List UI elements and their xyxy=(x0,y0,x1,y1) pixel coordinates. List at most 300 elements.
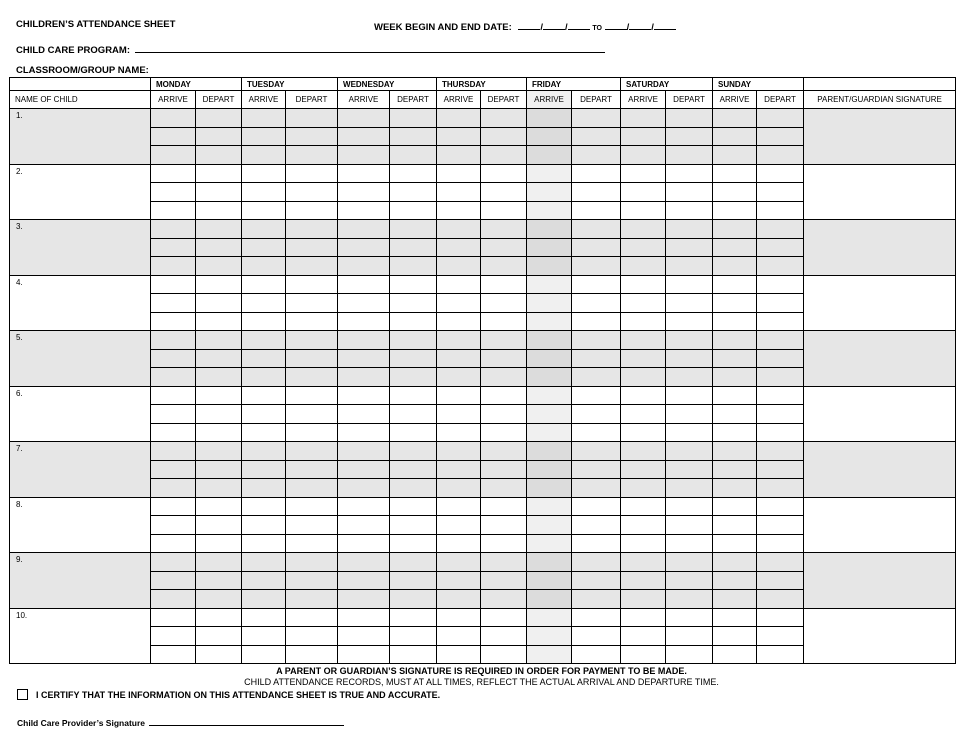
depart-time-cell[interactable] xyxy=(666,349,713,368)
depart-time-cell[interactable] xyxy=(757,608,804,627)
arrive-time-cell[interactable] xyxy=(527,146,572,165)
depart-time-cell[interactable] xyxy=(390,627,437,646)
child-name-cell[interactable] xyxy=(10,220,151,276)
depart-time-cell[interactable] xyxy=(390,386,437,405)
depart-time-cell[interactable] xyxy=(757,534,804,553)
arrive-time-cell[interactable] xyxy=(437,109,481,128)
arrive-time-cell[interactable] xyxy=(621,127,666,146)
depart-time-cell[interactable] xyxy=(390,238,437,257)
arrive-time-cell[interactable] xyxy=(338,497,390,516)
arrive-time-cell[interactable] xyxy=(242,331,286,350)
depart-time-cell[interactable] xyxy=(286,405,338,424)
depart-time-cell[interactable] xyxy=(572,109,621,128)
depart-time-cell[interactable] xyxy=(666,405,713,424)
child-name-cell[interactable] xyxy=(10,386,151,442)
arrive-time-cell[interactable] xyxy=(621,460,666,479)
arrive-time-cell[interactable] xyxy=(338,127,390,146)
depart-time-cell[interactable] xyxy=(666,312,713,331)
depart-time-cell[interactable] xyxy=(666,553,713,572)
arrive-time-cell[interactable] xyxy=(338,368,390,387)
depart-time-cell[interactable] xyxy=(666,386,713,405)
depart-time-cell[interactable] xyxy=(666,146,713,165)
depart-time-cell[interactable] xyxy=(286,201,338,220)
depart-time-cell[interactable] xyxy=(666,534,713,553)
depart-time-cell[interactable] xyxy=(196,238,242,257)
depart-time-cell[interactable] xyxy=(666,608,713,627)
depart-time-cell[interactable] xyxy=(757,349,804,368)
depart-time-cell[interactable] xyxy=(572,590,621,609)
arrive-time-cell[interactable] xyxy=(242,275,286,294)
depart-time-cell[interactable] xyxy=(286,423,338,442)
arrive-time-cell[interactable] xyxy=(338,516,390,535)
arrive-time-cell[interactable] xyxy=(151,645,196,664)
depart-time-cell[interactable] xyxy=(481,164,527,183)
depart-time-cell[interactable] xyxy=(196,127,242,146)
arrive-time-cell[interactable] xyxy=(713,590,757,609)
depart-time-cell[interactable] xyxy=(286,164,338,183)
arrive-time-cell[interactable] xyxy=(338,442,390,461)
depart-time-cell[interactable] xyxy=(666,201,713,220)
depart-time-cell[interactable] xyxy=(390,183,437,202)
arrive-time-cell[interactable] xyxy=(151,164,196,183)
arrive-time-cell[interactable] xyxy=(338,553,390,572)
arrive-time-cell[interactable] xyxy=(338,164,390,183)
depart-time-cell[interactable] xyxy=(572,275,621,294)
arrive-time-cell[interactable] xyxy=(151,220,196,239)
arrive-time-cell[interactable] xyxy=(621,608,666,627)
arrive-time-cell[interactable] xyxy=(151,534,196,553)
depart-time-cell[interactable] xyxy=(666,275,713,294)
depart-time-cell[interactable] xyxy=(390,275,437,294)
arrive-time-cell[interactable] xyxy=(713,534,757,553)
arrive-time-cell[interactable] xyxy=(338,645,390,664)
depart-time-cell[interactable] xyxy=(572,257,621,276)
arrive-time-cell[interactable] xyxy=(437,349,481,368)
depart-time-cell[interactable] xyxy=(666,590,713,609)
depart-time-cell[interactable] xyxy=(572,405,621,424)
begin-year-field[interactable] xyxy=(568,19,590,30)
arrive-time-cell[interactable] xyxy=(621,146,666,165)
depart-time-cell[interactable] xyxy=(666,220,713,239)
depart-time-cell[interactable] xyxy=(481,220,527,239)
arrive-time-cell[interactable] xyxy=(338,460,390,479)
depart-time-cell[interactable] xyxy=(666,460,713,479)
depart-time-cell[interactable] xyxy=(757,386,804,405)
arrive-time-cell[interactable] xyxy=(621,497,666,516)
depart-time-cell[interactable] xyxy=(196,386,242,405)
arrive-time-cell[interactable] xyxy=(437,571,481,590)
certify-checkbox[interactable] xyxy=(17,689,28,700)
depart-time-cell[interactable] xyxy=(196,516,242,535)
depart-time-cell[interactable] xyxy=(390,331,437,350)
arrive-time-cell[interactable] xyxy=(151,497,196,516)
depart-time-cell[interactable] xyxy=(196,590,242,609)
depart-time-cell[interactable] xyxy=(481,201,527,220)
arrive-time-cell[interactable] xyxy=(713,109,757,128)
arrive-time-cell[interactable] xyxy=(621,294,666,313)
arrive-time-cell[interactable] xyxy=(621,516,666,535)
depart-time-cell[interactable] xyxy=(286,183,338,202)
depart-time-cell[interactable] xyxy=(572,442,621,461)
depart-time-cell[interactable] xyxy=(196,460,242,479)
arrive-time-cell[interactable] xyxy=(437,423,481,442)
depart-time-cell[interactable] xyxy=(572,553,621,572)
arrive-time-cell[interactable] xyxy=(527,386,572,405)
arrive-time-cell[interactable] xyxy=(151,201,196,220)
depart-time-cell[interactable] xyxy=(481,257,527,276)
depart-time-cell[interactable] xyxy=(390,590,437,609)
depart-time-cell[interactable] xyxy=(481,497,527,516)
arrive-time-cell[interactable] xyxy=(713,571,757,590)
depart-time-cell[interactable] xyxy=(390,442,437,461)
child-name-cell[interactable] xyxy=(10,442,151,498)
arrive-time-cell[interactable] xyxy=(527,423,572,442)
depart-time-cell[interactable] xyxy=(666,257,713,276)
depart-time-cell[interactable] xyxy=(481,368,527,387)
depart-time-cell[interactable] xyxy=(481,534,527,553)
arrive-time-cell[interactable] xyxy=(338,201,390,220)
arrive-time-cell[interactable] xyxy=(527,238,572,257)
arrive-time-cell[interactable] xyxy=(242,516,286,535)
depart-time-cell[interactable] xyxy=(390,220,437,239)
depart-time-cell[interactable] xyxy=(572,183,621,202)
arrive-time-cell[interactable] xyxy=(713,349,757,368)
arrive-time-cell[interactable] xyxy=(437,368,481,387)
depart-time-cell[interactable] xyxy=(390,127,437,146)
depart-time-cell[interactable] xyxy=(481,460,527,479)
depart-time-cell[interactable] xyxy=(757,442,804,461)
arrive-time-cell[interactable] xyxy=(338,608,390,627)
depart-time-cell[interactable] xyxy=(390,479,437,498)
depart-time-cell[interactable] xyxy=(757,201,804,220)
depart-time-cell[interactable] xyxy=(390,109,437,128)
arrive-time-cell[interactable] xyxy=(713,405,757,424)
depart-time-cell[interactable] xyxy=(572,146,621,165)
depart-time-cell[interactable] xyxy=(390,608,437,627)
arrive-time-cell[interactable] xyxy=(242,164,286,183)
depart-time-cell[interactable] xyxy=(196,608,242,627)
arrive-time-cell[interactable] xyxy=(437,553,481,572)
depart-time-cell[interactable] xyxy=(286,460,338,479)
arrive-time-cell[interactable] xyxy=(437,164,481,183)
arrive-time-cell[interactable] xyxy=(338,423,390,442)
arrive-time-cell[interactable] xyxy=(713,553,757,572)
parent-signature-cell[interactable] xyxy=(804,220,956,276)
arrive-time-cell[interactable] xyxy=(713,164,757,183)
end-day-field[interactable] xyxy=(629,19,651,30)
depart-time-cell[interactable] xyxy=(757,127,804,146)
arrive-time-cell[interactable] xyxy=(338,331,390,350)
depart-time-cell[interactable] xyxy=(572,331,621,350)
arrive-time-cell[interactable] xyxy=(713,146,757,165)
arrive-time-cell[interactable] xyxy=(242,405,286,424)
depart-time-cell[interactable] xyxy=(666,497,713,516)
arrive-time-cell[interactable] xyxy=(437,127,481,146)
arrive-time-cell[interactable] xyxy=(713,386,757,405)
arrive-time-cell[interactable] xyxy=(437,257,481,276)
depart-time-cell[interactable] xyxy=(390,423,437,442)
depart-time-cell[interactable] xyxy=(286,146,338,165)
arrive-time-cell[interactable] xyxy=(242,238,286,257)
parent-signature-cell[interactable] xyxy=(804,109,956,165)
depart-time-cell[interactable] xyxy=(757,109,804,128)
arrive-time-cell[interactable] xyxy=(437,183,481,202)
arrive-time-cell[interactable] xyxy=(527,627,572,646)
child-name-cell[interactable] xyxy=(10,275,151,331)
arrive-time-cell[interactable] xyxy=(151,423,196,442)
arrive-time-cell[interactable] xyxy=(242,183,286,202)
depart-time-cell[interactable] xyxy=(481,349,527,368)
depart-time-cell[interactable] xyxy=(666,423,713,442)
arrive-time-cell[interactable] xyxy=(713,497,757,516)
arrive-time-cell[interactable] xyxy=(242,294,286,313)
arrive-time-cell[interactable] xyxy=(713,645,757,664)
depart-time-cell[interactable] xyxy=(481,183,527,202)
arrive-time-cell[interactable] xyxy=(437,312,481,331)
depart-time-cell[interactable] xyxy=(572,238,621,257)
arrive-time-cell[interactable] xyxy=(437,331,481,350)
depart-time-cell[interactable] xyxy=(286,590,338,609)
arrive-time-cell[interactable] xyxy=(713,479,757,498)
arrive-time-cell[interactable] xyxy=(151,183,196,202)
depart-time-cell[interactable] xyxy=(666,645,713,664)
depart-time-cell[interactable] xyxy=(390,201,437,220)
depart-time-cell[interactable] xyxy=(572,534,621,553)
arrive-time-cell[interactable] xyxy=(151,294,196,313)
depart-time-cell[interactable] xyxy=(757,571,804,590)
depart-time-cell[interactable] xyxy=(481,423,527,442)
arrive-time-cell[interactable] xyxy=(151,460,196,479)
depart-time-cell[interactable] xyxy=(481,405,527,424)
depart-time-cell[interactable] xyxy=(286,349,338,368)
arrive-time-cell[interactable] xyxy=(527,479,572,498)
depart-time-cell[interactable] xyxy=(757,497,804,516)
arrive-time-cell[interactable] xyxy=(713,442,757,461)
parent-signature-cell[interactable] xyxy=(804,386,956,442)
program-field[interactable] xyxy=(135,42,605,53)
depart-time-cell[interactable] xyxy=(286,534,338,553)
arrive-time-cell[interactable] xyxy=(713,127,757,146)
arrive-time-cell[interactable] xyxy=(527,257,572,276)
arrive-time-cell[interactable] xyxy=(242,590,286,609)
depart-time-cell[interactable] xyxy=(572,127,621,146)
depart-time-cell[interactable] xyxy=(390,164,437,183)
arrive-time-cell[interactable] xyxy=(527,164,572,183)
depart-time-cell[interactable] xyxy=(196,109,242,128)
depart-time-cell[interactable] xyxy=(572,220,621,239)
depart-time-cell[interactable] xyxy=(286,257,338,276)
begin-day-field[interactable] xyxy=(543,19,565,30)
arrive-time-cell[interactable] xyxy=(621,405,666,424)
depart-time-cell[interactable] xyxy=(572,497,621,516)
arrive-time-cell[interactable] xyxy=(437,460,481,479)
arrive-time-cell[interactable] xyxy=(713,220,757,239)
depart-time-cell[interactable] xyxy=(481,479,527,498)
arrive-time-cell[interactable] xyxy=(151,312,196,331)
depart-time-cell[interactable] xyxy=(286,442,338,461)
arrive-time-cell[interactable] xyxy=(527,127,572,146)
arrive-time-cell[interactable] xyxy=(713,257,757,276)
arrive-time-cell[interactable] xyxy=(338,349,390,368)
arrive-time-cell[interactable] xyxy=(437,275,481,294)
depart-time-cell[interactable] xyxy=(196,627,242,646)
arrive-time-cell[interactable] xyxy=(621,534,666,553)
arrive-time-cell[interactable] xyxy=(621,590,666,609)
depart-time-cell[interactable] xyxy=(481,590,527,609)
arrive-time-cell[interactable] xyxy=(621,645,666,664)
depart-time-cell[interactable] xyxy=(572,386,621,405)
arrive-time-cell[interactable] xyxy=(437,238,481,257)
depart-time-cell[interactable] xyxy=(286,238,338,257)
arrive-time-cell[interactable] xyxy=(621,109,666,128)
depart-time-cell[interactable] xyxy=(572,201,621,220)
depart-time-cell[interactable] xyxy=(390,349,437,368)
depart-time-cell[interactable] xyxy=(481,312,527,331)
arrive-time-cell[interactable] xyxy=(527,442,572,461)
end-year-field[interactable] xyxy=(654,19,676,30)
depart-time-cell[interactable] xyxy=(286,645,338,664)
depart-time-cell[interactable] xyxy=(666,516,713,535)
depart-time-cell[interactable] xyxy=(196,294,242,313)
arrive-time-cell[interactable] xyxy=(713,608,757,627)
arrive-time-cell[interactable] xyxy=(437,497,481,516)
depart-time-cell[interactable] xyxy=(572,608,621,627)
arrive-time-cell[interactable] xyxy=(242,534,286,553)
arrive-time-cell[interactable] xyxy=(527,460,572,479)
arrive-time-cell[interactable] xyxy=(338,405,390,424)
depart-time-cell[interactable] xyxy=(572,312,621,331)
arrive-time-cell[interactable] xyxy=(338,109,390,128)
arrive-time-cell[interactable] xyxy=(151,553,196,572)
depart-time-cell[interactable] xyxy=(286,127,338,146)
arrive-time-cell[interactable] xyxy=(713,516,757,535)
depart-time-cell[interactable] xyxy=(196,183,242,202)
depart-time-cell[interactable] xyxy=(390,516,437,535)
arrive-time-cell[interactable] xyxy=(151,405,196,424)
arrive-time-cell[interactable] xyxy=(713,368,757,387)
arrive-time-cell[interactable] xyxy=(151,349,196,368)
arrive-time-cell[interactable] xyxy=(527,590,572,609)
depart-time-cell[interactable] xyxy=(666,442,713,461)
arrive-time-cell[interactable] xyxy=(527,183,572,202)
depart-time-cell[interactable] xyxy=(572,627,621,646)
arrive-time-cell[interactable] xyxy=(527,109,572,128)
depart-time-cell[interactable] xyxy=(572,349,621,368)
depart-time-cell[interactable] xyxy=(481,645,527,664)
depart-time-cell[interactable] xyxy=(196,201,242,220)
arrive-time-cell[interactable] xyxy=(242,571,286,590)
arrive-time-cell[interactable] xyxy=(151,238,196,257)
arrive-time-cell[interactable] xyxy=(527,331,572,350)
parent-signature-cell[interactable] xyxy=(804,442,956,498)
arrive-time-cell[interactable] xyxy=(151,368,196,387)
arrive-time-cell[interactable] xyxy=(338,238,390,257)
child-name-cell[interactable] xyxy=(10,608,151,664)
depart-time-cell[interactable] xyxy=(196,349,242,368)
arrive-time-cell[interactable] xyxy=(151,127,196,146)
depart-time-cell[interactable] xyxy=(572,423,621,442)
depart-time-cell[interactable] xyxy=(666,164,713,183)
arrive-time-cell[interactable] xyxy=(713,294,757,313)
depart-time-cell[interactable] xyxy=(757,146,804,165)
depart-time-cell[interactable] xyxy=(757,368,804,387)
arrive-time-cell[interactable] xyxy=(527,534,572,553)
arrive-time-cell[interactable] xyxy=(242,460,286,479)
arrive-time-cell[interactable] xyxy=(242,109,286,128)
arrive-time-cell[interactable] xyxy=(621,331,666,350)
arrive-time-cell[interactable] xyxy=(151,109,196,128)
depart-time-cell[interactable] xyxy=(757,220,804,239)
arrive-time-cell[interactable] xyxy=(527,349,572,368)
arrive-time-cell[interactable] xyxy=(621,423,666,442)
arrive-time-cell[interactable] xyxy=(242,146,286,165)
arrive-time-cell[interactable] xyxy=(242,553,286,572)
arrive-time-cell[interactable] xyxy=(242,201,286,220)
arrive-time-cell[interactable] xyxy=(151,590,196,609)
arrive-time-cell[interactable] xyxy=(621,312,666,331)
depart-time-cell[interactable] xyxy=(286,109,338,128)
arrive-time-cell[interactable] xyxy=(713,460,757,479)
parent-signature-cell[interactable] xyxy=(804,275,956,331)
arrive-time-cell[interactable] xyxy=(621,164,666,183)
child-name-cell[interactable] xyxy=(10,164,151,220)
depart-time-cell[interactable] xyxy=(757,627,804,646)
depart-time-cell[interactable] xyxy=(757,553,804,572)
arrive-time-cell[interactable] xyxy=(527,201,572,220)
depart-time-cell[interactable] xyxy=(196,331,242,350)
depart-time-cell[interactable] xyxy=(666,571,713,590)
arrive-time-cell[interactable] xyxy=(621,479,666,498)
arrive-time-cell[interactable] xyxy=(527,405,572,424)
arrive-time-cell[interactable] xyxy=(242,442,286,461)
depart-time-cell[interactable] xyxy=(757,164,804,183)
arrive-time-cell[interactable] xyxy=(437,201,481,220)
arrive-time-cell[interactable] xyxy=(151,627,196,646)
depart-time-cell[interactable] xyxy=(196,645,242,664)
arrive-time-cell[interactable] xyxy=(242,220,286,239)
depart-time-cell[interactable] xyxy=(481,294,527,313)
depart-time-cell[interactable] xyxy=(666,294,713,313)
arrive-time-cell[interactable] xyxy=(621,627,666,646)
depart-time-cell[interactable] xyxy=(196,164,242,183)
depart-time-cell[interactable] xyxy=(666,183,713,202)
end-month-field[interactable] xyxy=(605,19,627,30)
arrive-time-cell[interactable] xyxy=(242,423,286,442)
arrive-time-cell[interactable] xyxy=(527,275,572,294)
depart-time-cell[interactable] xyxy=(666,127,713,146)
depart-time-cell[interactable] xyxy=(390,553,437,572)
depart-time-cell[interactable] xyxy=(390,257,437,276)
arrive-time-cell[interactable] xyxy=(713,423,757,442)
arrive-time-cell[interactable] xyxy=(527,368,572,387)
depart-time-cell[interactable] xyxy=(286,571,338,590)
depart-time-cell[interactable] xyxy=(572,164,621,183)
depart-time-cell[interactable] xyxy=(757,645,804,664)
depart-time-cell[interactable] xyxy=(390,146,437,165)
depart-time-cell[interactable] xyxy=(196,275,242,294)
depart-time-cell[interactable] xyxy=(196,312,242,331)
arrive-time-cell[interactable] xyxy=(338,590,390,609)
depart-time-cell[interactable] xyxy=(286,553,338,572)
depart-time-cell[interactable] xyxy=(196,146,242,165)
arrive-time-cell[interactable] xyxy=(151,516,196,535)
depart-time-cell[interactable] xyxy=(757,312,804,331)
depart-time-cell[interactable] xyxy=(572,645,621,664)
depart-time-cell[interactable] xyxy=(572,460,621,479)
arrive-time-cell[interactable] xyxy=(242,627,286,646)
arrive-time-cell[interactable] xyxy=(437,516,481,535)
depart-time-cell[interactable] xyxy=(481,386,527,405)
